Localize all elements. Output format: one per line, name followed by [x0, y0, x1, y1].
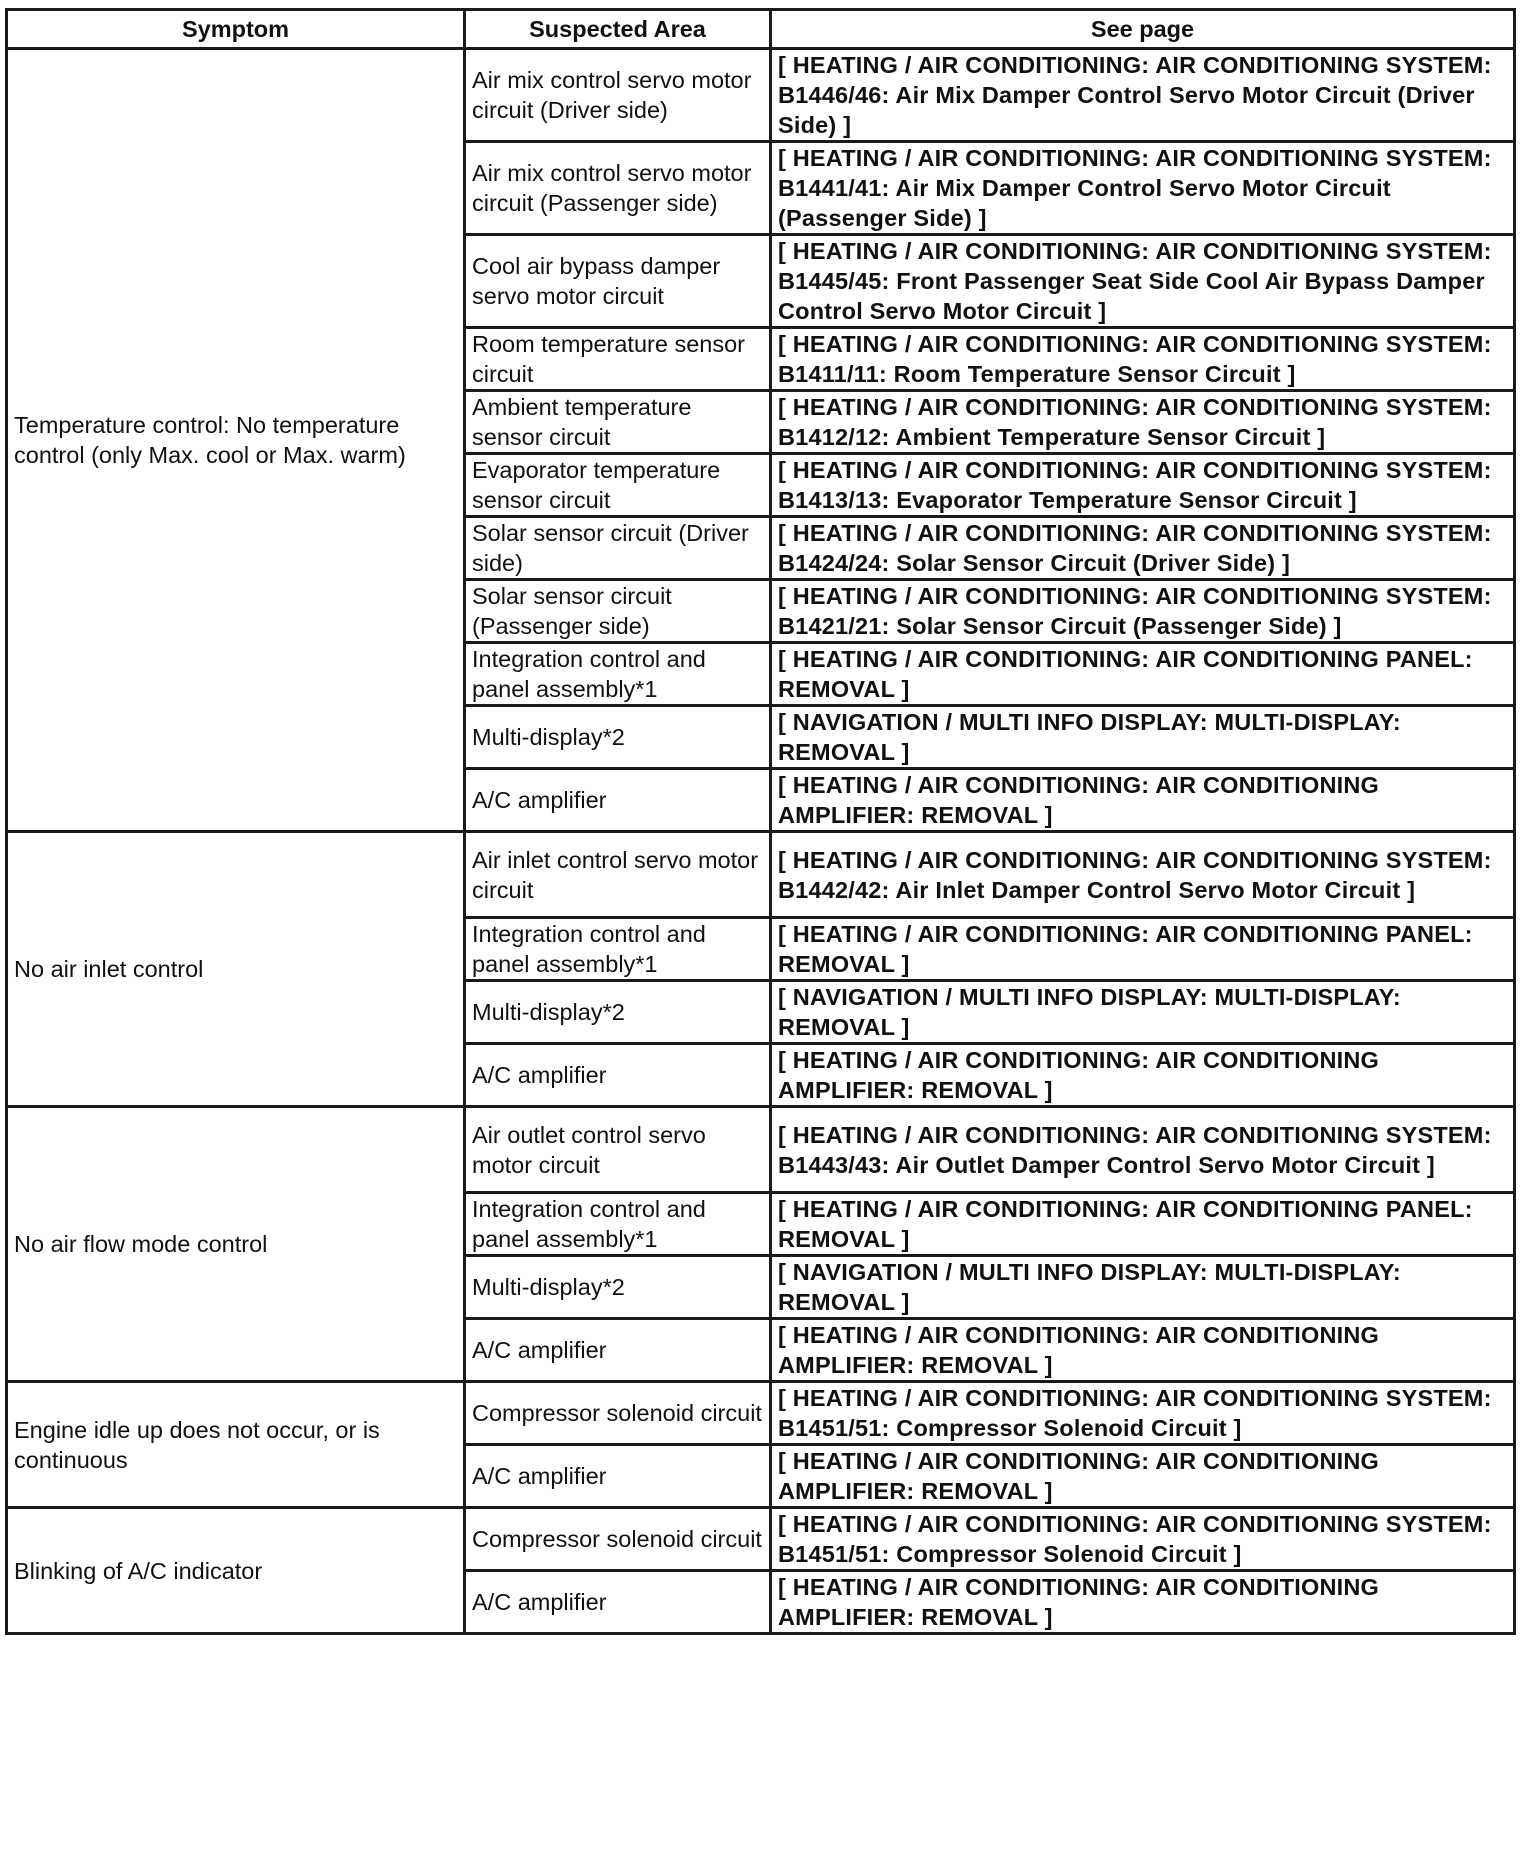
- see-page-reference[interactable]: [ HEATING / AIR CONDITIONING: AIR CONDITIONING SYSTEM: B1445/45: Front Passenger Seat Side Cool Air Bypass Damper Control Servo Motor Circuit ]: [771, 235, 1515, 328]
- suspected-area-cell: Air mix control servo motor circuit (Driver side): [465, 49, 771, 142]
- suspected-area-cell: Air outlet control servo motor circuit: [465, 1107, 771, 1193]
- header-row: [7, 10, 1515, 49]
- suspected-area-cell: A/C amplifier: [465, 1571, 771, 1634]
- see-page-reference[interactable]: [ HEATING / AIR CONDITIONING: AIR CONDITIONING AMPLIFIER: REMOVAL ]: [771, 1445, 1515, 1508]
- see-page-reference[interactable]: [ HEATING / AIR CONDITIONING: AIR CONDITIONING SYSTEM: B1451/51: Compressor Solenoid Circuit ]: [771, 1382, 1515, 1445]
- suspected-area-cell: A/C amplifier: [465, 1445, 771, 1508]
- table-row: [7, 832, 1515, 918]
- suspected-area-cell: A/C amplifier: [465, 1319, 771, 1382]
- suspected-area-cell: Multi-display*2: [465, 981, 771, 1044]
- problem-symptoms-table: [5, 8, 1516, 1635]
- see-page-reference[interactable]: [ NAVIGATION / MULTI INFO DISPLAY: MULTI-DISPLAY: REMOVAL ]: [771, 981, 1515, 1044]
- see-page-reference[interactable]: [ HEATING / AIR CONDITIONING: AIR CONDITIONING SYSTEM: B1412/12: Ambient Temperature Sensor Circuit ]: [771, 391, 1515, 454]
- suspected-area-cell: Multi-display*2: [465, 1256, 771, 1319]
- see-page-reference[interactable]: [ HEATING / AIR CONDITIONING: AIR CONDITIONING AMPLIFIER: REMOVAL ]: [771, 1571, 1515, 1634]
- table-row: [7, 1382, 1515, 1445]
- see-page-reference[interactable]: [ HEATING / AIR CONDITIONING: AIR CONDITIONING PANEL: REMOVAL ]: [771, 1193, 1515, 1256]
- see-page-reference[interactable]: [ HEATING / AIR CONDITIONING: AIR CONDITIONING SYSTEM: B1413/13: Evaporator Temperature Sensor Circuit ]: [771, 454, 1515, 517]
- suspected-area-cell: Integration control and panel assembly*1: [465, 643, 771, 706]
- document-page: [5, 8, 1516, 1635]
- suspected-area-cell: Multi-display*2: [465, 706, 771, 769]
- suspected-area-cell: Integration control and panel assembly*1: [465, 918, 771, 981]
- see-page-reference[interactable]: [ NAVIGATION / MULTI INFO DISPLAY: MULTI-DISPLAY: REMOVAL ]: [771, 706, 1515, 769]
- symptom-cell: No air flow mode control: [7, 1107, 465, 1382]
- table-row: [7, 1107, 1515, 1193]
- see-page-reference[interactable]: [ HEATING / AIR CONDITIONING: AIR CONDITIONING SYSTEM: B1451/51: Compressor Solenoid Circuit ]: [771, 1508, 1515, 1571]
- see-page-reference[interactable]: [ NAVIGATION / MULTI INFO DISPLAY: MULTI-DISPLAY: REMOVAL ]: [771, 1256, 1515, 1319]
- suspected-area-cell: Room temperature sensor circuit: [465, 328, 771, 391]
- header-symptom: Symptom: [7, 10, 465, 49]
- header-suspected-area: Suspected Area: [465, 10, 771, 49]
- suspected-area-cell: A/C amplifier: [465, 1044, 771, 1107]
- suspected-area-cell: Ambient temperature sensor circuit: [465, 391, 771, 454]
- see-page-reference[interactable]: [ HEATING / AIR CONDITIONING: AIR CONDITIONING SYSTEM: B1442/42: Air Inlet Damper Control Servo Motor Circuit ]: [771, 832, 1515, 918]
- suspected-area-cell: Integration control and panel assembly*1: [465, 1193, 771, 1256]
- see-page-reference[interactable]: [ HEATING / AIR CONDITIONING: AIR CONDITIONING SYSTEM: B1443/43: Air Outlet Damper Control Servo Motor Circuit ]: [771, 1107, 1515, 1193]
- table-row: [7, 49, 1515, 142]
- see-page-reference[interactable]: [ HEATING / AIR CONDITIONING: AIR CONDITIONING AMPLIFIER: REMOVAL ]: [771, 1044, 1515, 1107]
- see-page-reference[interactable]: [ HEATING / AIR CONDITIONING: AIR CONDITIONING SYSTEM: B1421/21: Solar Sensor Circuit (Passenger Side) ]: [771, 580, 1515, 643]
- symptom-cell: Blinking of A/C indicator: [7, 1508, 465, 1634]
- see-page-reference[interactable]: [ HEATING / AIR CONDITIONING: AIR CONDITIONING SYSTEM: B1441/41: Air Mix Damper Control Servo Motor Circuit (Passenger Side) ]: [771, 142, 1515, 235]
- see-page-reference[interactable]: [ HEATING / AIR CONDITIONING: AIR CONDITIONING AMPLIFIER: REMOVAL ]: [771, 1319, 1515, 1382]
- header-see-page: See page: [771, 10, 1515, 49]
- symptom-cell: Engine idle up does not occur, or is continuous: [7, 1382, 465, 1508]
- symptom-cell: Temperature control: No temperature control (only Max. cool or Max. warm): [7, 49, 465, 832]
- suspected-area-cell: Compressor solenoid circuit: [465, 1508, 771, 1571]
- suspected-area-cell: Solar sensor circuit (Driver side): [465, 517, 771, 580]
- see-page-reference[interactable]: [ HEATING / AIR CONDITIONING: AIR CONDITIONING PANEL: REMOVAL ]: [771, 643, 1515, 706]
- see-page-reference[interactable]: [ HEATING / AIR CONDITIONING: AIR CONDITIONING SYSTEM: B1424/24: Solar Sensor Circuit (Driver Side) ]: [771, 517, 1515, 580]
- see-page-reference[interactable]: [ HEATING / AIR CONDITIONING: AIR CONDITIONING PANEL: REMOVAL ]: [771, 918, 1515, 981]
- see-page-reference[interactable]: [ HEATING / AIR CONDITIONING: AIR CONDITIONING SYSTEM: B1446/46: Air Mix Damper Control Servo Motor Circuit (Driver Side) ]: [771, 49, 1515, 142]
- suspected-area-cell: Compressor solenoid circuit: [465, 1382, 771, 1445]
- suspected-area-cell: Evaporator temperature sensor circuit: [465, 454, 771, 517]
- suspected-area-cell: A/C amplifier: [465, 769, 771, 832]
- suspected-area-cell: Air inlet control servo motor circuit: [465, 832, 771, 918]
- suspected-area-cell: Solar sensor circuit (Passenger side): [465, 580, 771, 643]
- see-page-reference[interactable]: [ HEATING / AIR CONDITIONING: AIR CONDITIONING SYSTEM: B1411/11: Room Temperature Sensor Circuit ]: [771, 328, 1515, 391]
- see-page-reference[interactable]: [ HEATING / AIR CONDITIONING: AIR CONDITIONING AMPLIFIER: REMOVAL ]: [771, 769, 1515, 832]
- suspected-area-cell: Air mix control servo motor circuit (Passenger side): [465, 142, 771, 235]
- symptom-cell: No air inlet control: [7, 832, 465, 1107]
- table-row: [7, 1508, 1515, 1571]
- suspected-area-cell: Cool air bypass damper servo motor circuit: [465, 235, 771, 328]
